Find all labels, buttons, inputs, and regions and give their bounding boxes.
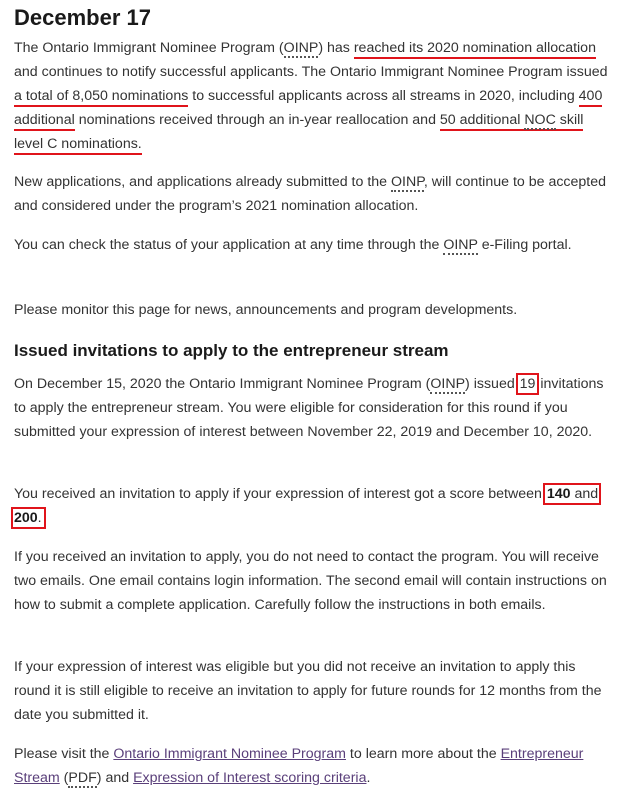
paragraph-invitations-issued [14, 372, 614, 444]
score-low: 140 [546, 486, 571, 502]
text: On December 15, 2020 the Ontario Immigrant Nominee Program ( [14, 376, 431, 392]
text: invitations to apply the entrepreneur stream. You were eligible for consideration for this round if you submitted your expression of interest between November 22, 2019 and December 10, 2020. [14, 376, 604, 440]
text: skill level C nominations. [14, 112, 584, 152]
paragraph-new-applications [14, 170, 614, 218]
highlight-invitation-count: 19 [519, 376, 536, 392]
text: , will continue to be accepted and considered under the program’s 2021 nomination allocation. [14, 174, 607, 214]
text: ) has [318, 40, 354, 56]
paragraph-nomination-allocation [14, 36, 614, 156]
text: ) and [96, 770, 134, 786]
paragraph-monitor: Please monitor this page for news, announcements and program developments. [14, 302, 518, 318]
text: New applications, and applications already submitted to the [14, 174, 391, 190]
text: to successful applicants across all streams in 2020, including [188, 88, 579, 104]
text: 50 additional [439, 112, 525, 128]
text: The Ontario Immigrant Nominee Program ( [14, 40, 284, 56]
highlight-400-additional: 400 additional [14, 88, 602, 131]
abbr-oinp[interactable]: OINP [443, 237, 478, 253]
text: You received an invitation to apply if your expression of interest got a score between [14, 486, 546, 502]
highlight-reached-allocation: reached its 2020 nomination allocation [354, 40, 596, 59]
section-heading: Issued invitations to apply to the entrepreneur stream [14, 341, 449, 360]
abbr-oinp[interactable]: OINP [390, 174, 424, 190]
link-eoi-scoring[interactable]: Expression of Interest scoring criteria [133, 770, 367, 786]
paragraph-learn-more [14, 742, 614, 790]
abbr-oinp[interactable]: OINP [430, 376, 466, 392]
date-heading: December 17 [14, 5, 151, 30]
paragraph-eligible-future: If your expression of interest was eligible but you did not receive an invitation to apply this round it is still eligible to receive an invitation to apply for future rounds for 12 months from the date you submitted it. [14, 659, 602, 723]
text: and [570, 486, 599, 502]
highlight-total-nominations: a total of 8,050 nominations [14, 88, 188, 107]
text: . [366, 770, 371, 786]
text: and continues to notify successful applicants. The Ontario Immigrant Nominee Program issued [14, 64, 608, 80]
text: to learn more about the [345, 746, 501, 762]
paragraph-score-range [14, 482, 614, 530]
abbr-oinp[interactable]: OINP [283, 40, 319, 56]
paragraph-check-status [14, 233, 614, 257]
link-entrepreneur-stream[interactable]: Entrepreneur Stream [14, 746, 584, 786]
text: Please visit the [14, 746, 114, 762]
text: ) issued [465, 376, 519, 392]
abbr-pdf[interactable]: PDF [68, 770, 97, 786]
text: You can check the status of your application at any time through the [14, 237, 444, 253]
abbr-noc[interactable]: NOC [524, 112, 556, 128]
paragraph-received-invitation: If you received an invitation to apply, you do not need to contact the program. You will receive two emails. One email contains login information. The second email will contain instructions on how to submit a complete application. Carefully follow the instructions in both emails. [14, 549, 607, 613]
text: e-Filing portal. [477, 237, 572, 253]
text: ( [59, 770, 69, 786]
score-high: 200 [14, 510, 38, 526]
link-oinp[interactable]: Ontario Immigrant Nominee Program [113, 746, 346, 762]
text: nominations received through an in-year reallocation and [74, 112, 440, 128]
text: . [37, 510, 42, 526]
